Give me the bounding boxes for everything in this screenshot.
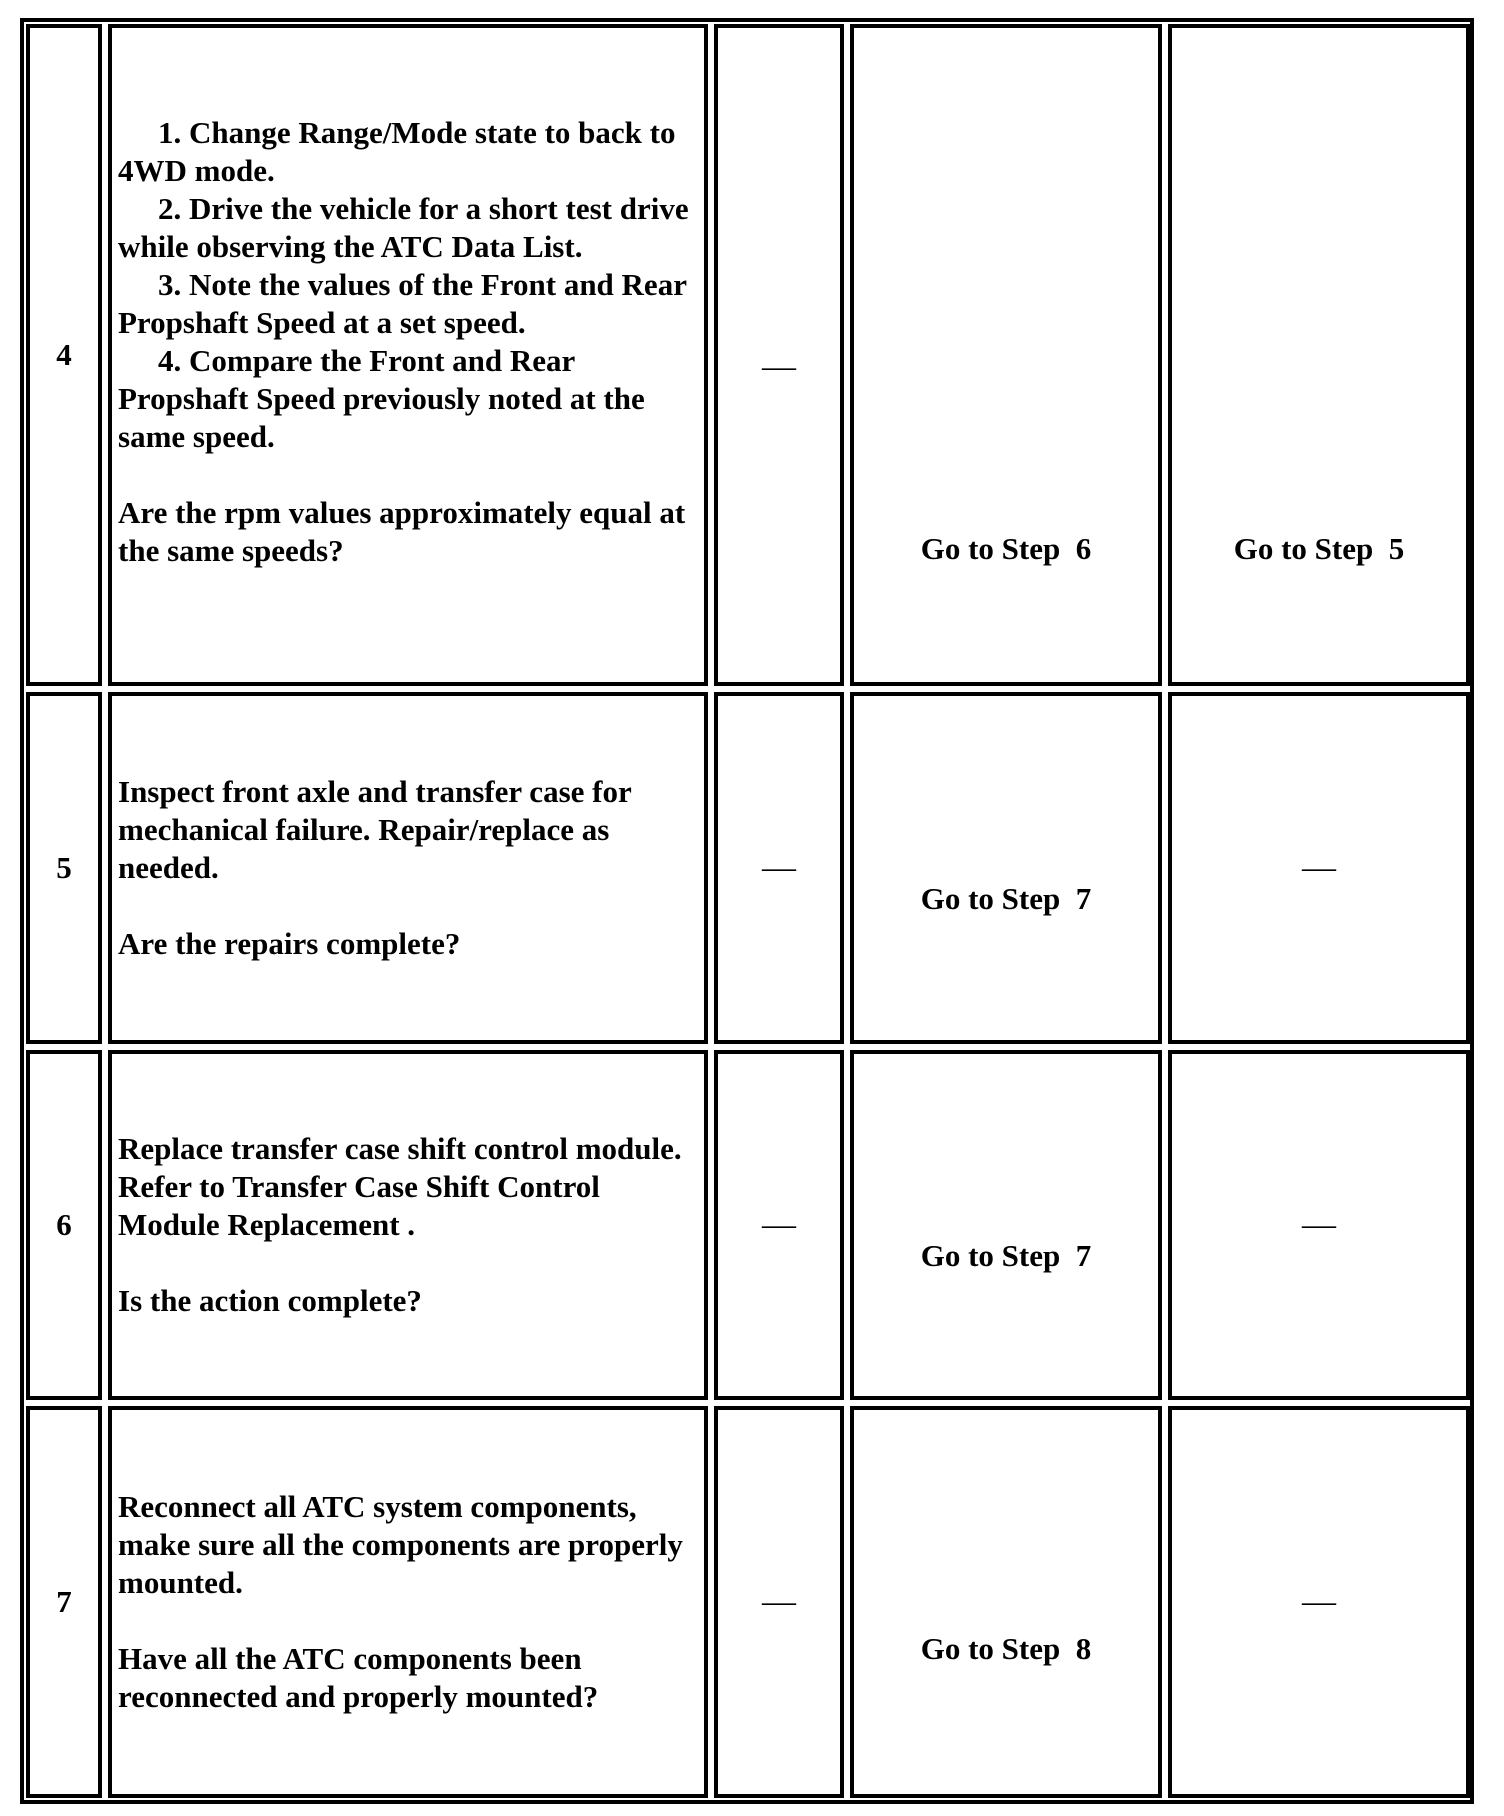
step-action-cell	[108, 692, 708, 1044]
no-action: —	[1302, 1206, 1336, 1243]
spacer	[118, 1244, 696, 1282]
value-text: —	[762, 1206, 796, 1243]
value-cell	[714, 1406, 844, 1798]
no-cell	[1168, 692, 1470, 1044]
diagnostic-table	[20, 18, 1474, 1804]
yes-action: Go to Step 7	[920, 881, 1092, 916]
no-action: Go to Step 5	[1233, 531, 1405, 566]
step-question: Have all the ATC components been reconnected and properly mounted?	[118, 1641, 599, 1714]
step-action	[118, 1488, 696, 1716]
step-number: 7	[56, 1584, 72, 1619]
no-action: —	[1302, 849, 1336, 886]
step-question: Are the rpm values approximately equal at the same speeds?	[118, 495, 686, 568]
step-number-cell	[26, 1050, 102, 1400]
step-text: Replace transfer case shift control module. Refer to Transfer Case Shift Control Module Replacement .	[118, 1131, 682, 1242]
yes-cell	[850, 1406, 1162, 1798]
spacer	[118, 1602, 696, 1640]
step-question: Are the repairs complete?	[118, 926, 461, 961]
step-text: Reconnect all ATC system components, make sure all the components are properly mounted.	[118, 1489, 683, 1600]
step-question: Is the action complete?	[118, 1283, 422, 1318]
step-number-cell	[26, 24, 102, 686]
value-text: —	[762, 348, 796, 385]
step-action	[118, 1130, 696, 1320]
step-action	[118, 114, 696, 570]
step-action	[118, 773, 696, 963]
sub-step: 2. Drive the vehicle for a short test drive while observing the ATC Data List.	[118, 191, 689, 264]
value-cell	[714, 1050, 844, 1400]
sub-step: 4. Compare the Front and Rear Propshaft Speed previously noted at the same speed.	[118, 343, 645, 454]
step-number: 6	[56, 1207, 72, 1242]
step-action-cell	[108, 24, 708, 686]
value-cell	[714, 692, 844, 1044]
yes-action: Go to Step 6	[920, 531, 1092, 566]
step-number: 4	[56, 337, 72, 372]
no-cell	[1168, 1050, 1470, 1400]
spacer	[118, 456, 696, 494]
yes-action: Go to Step 7	[920, 1238, 1092, 1273]
step-text: Inspect front axle and transfer case for mechanical failure. Repair/replace as needed.	[118, 774, 632, 885]
sub-step: 3. Note the values of the Front and Rear Propshaft Speed at a set speed.	[118, 267, 687, 340]
spacer	[118, 887, 696, 925]
no-cell	[1168, 24, 1470, 686]
yes-cell	[850, 1050, 1162, 1400]
step-number-cell	[26, 692, 102, 1044]
no-action: —	[1302, 1583, 1336, 1620]
no-cell	[1168, 1406, 1470, 1798]
step-number-cell	[26, 1406, 102, 1798]
yes-cell	[850, 24, 1162, 686]
step-action-cell	[108, 1406, 708, 1798]
step-number: 5	[56, 850, 72, 885]
value-text: —	[762, 1583, 796, 1620]
step-action-cell	[108, 1050, 708, 1400]
sub-step: 1. Change Range/Mode state to back to 4WD mode.	[118, 115, 676, 188]
value-cell	[714, 24, 844, 686]
yes-action: Go to Step 8	[920, 1631, 1092, 1666]
value-text: —	[762, 849, 796, 886]
yes-cell	[850, 692, 1162, 1044]
